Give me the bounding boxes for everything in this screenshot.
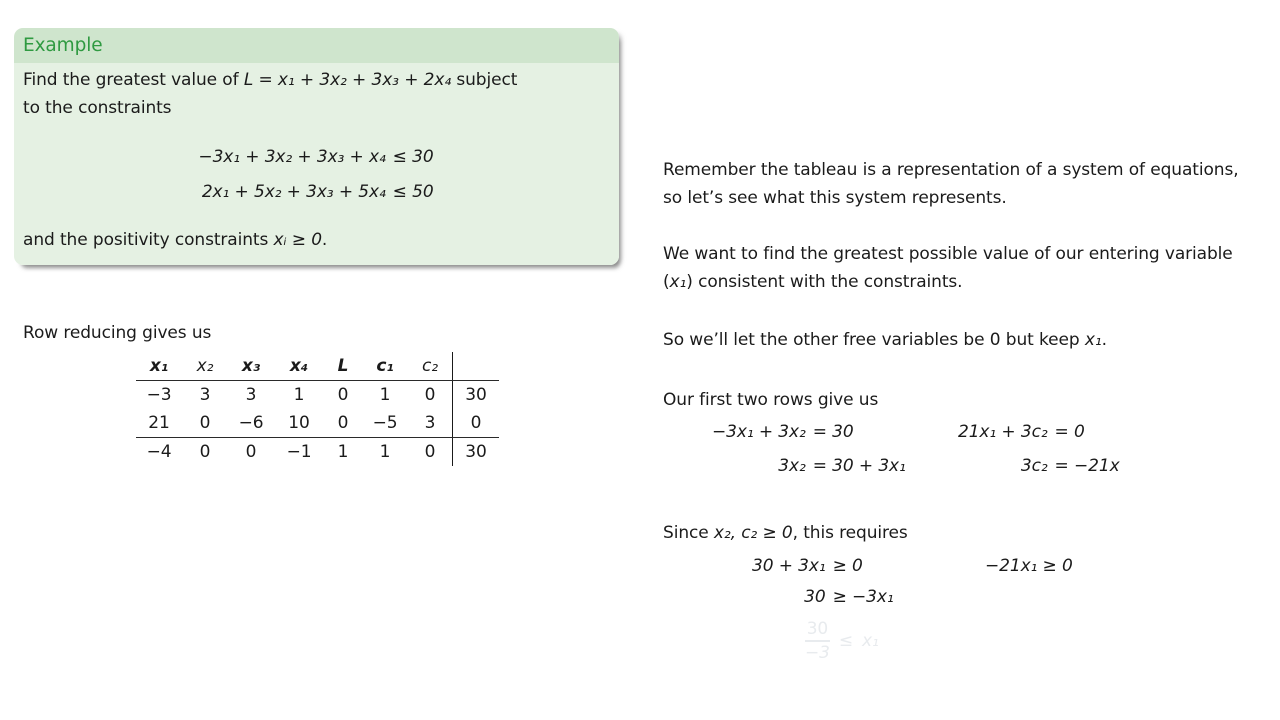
tableau-header-row [136, 352, 499, 381]
cell: −6 [238, 413, 264, 433]
tableau-header-x1: x₁ [149, 356, 169, 376]
constraint-equations [198, 140, 433, 210]
inequality-right: −21x₁ ≥ 0 [985, 556, 1073, 576]
inequality-group-left [752, 551, 894, 613]
text: , this requires [792, 523, 908, 543]
cell: 0 [337, 385, 349, 405]
paragraph-free-variables [663, 326, 1243, 354]
cell: 1 [337, 442, 349, 462]
faint-relation: ≤ [838, 631, 854, 651]
equation-group-row1 [712, 415, 906, 483]
text: So we’ll let the other free variables be 0 but keep [663, 330, 1085, 350]
example-intro-line2: to the constraints [23, 98, 172, 118]
equation-lhs: 21x₁ + 3c₂ [958, 422, 1048, 442]
keep-variable-math: x₁ [1084, 330, 1102, 350]
paragraph-first-two-rows: Our first two rows give us [663, 390, 879, 410]
equation-lhs: 3c₂ [1020, 456, 1048, 476]
cell: 1 [293, 385, 305, 405]
faint-variable: x₁ [862, 631, 879, 651]
cell: 1 [379, 385, 391, 405]
paragraph-tableau-representation: Remember the tableau is a representation of a system of equations, so let’s see what this system represents. [663, 160, 1239, 208]
tableau-row-1 [136, 381, 499, 409]
tableau-header-L: L [337, 356, 349, 376]
cell: −4 [146, 442, 172, 462]
cell: −1 [286, 442, 312, 462]
equation-rhs: = 30 [812, 422, 854, 442]
fraction-bar [805, 640, 830, 642]
row-reduce-label: Row reducing gives us [23, 323, 212, 343]
example-outro-pre: and the positivity constraints [23, 230, 274, 250]
tableau-header-rhs [452, 352, 499, 380]
example-outro-post: . [321, 230, 328, 250]
example-intro-post: subject [451, 70, 518, 90]
equation-rhs: = 30 + 3x₁ [812, 456, 906, 476]
cell: 0 [424, 385, 436, 405]
constraint-2-rhs: ≤ 50 [392, 182, 434, 202]
inequality-rhs: ≥ −3x₁ [832, 587, 894, 607]
equation-lhs: −3x₁ + 3x₂ [712, 422, 806, 442]
tableau-row-2 [136, 409, 499, 437]
paragraph-greatest-value [663, 240, 1243, 296]
faint-fraction-line [805, 619, 879, 663]
cell: 21 [148, 413, 170, 433]
cell: 3 [199, 385, 211, 405]
equation-lhs: 3x₂ [778, 456, 806, 476]
cell: 10 [288, 413, 310, 433]
cell: 0 [199, 442, 211, 462]
inequality-rhs: ≥ 0 [832, 556, 863, 576]
example-block-body [14, 63, 619, 265]
example-outro-line [23, 226, 609, 254]
example-intro-pre: Find the greatest value of [23, 70, 244, 90]
fraction-denominator: −3 [805, 643, 830, 663]
fraction [805, 619, 830, 663]
constraint-1-lhs: −3x₁ + 3x₂ + 3x₃ + x₄ [198, 147, 386, 167]
paragraph-since-requires [663, 519, 1243, 547]
equation-rhs: = 0 [1054, 422, 1085, 442]
fraction-numerator: 30 [806, 619, 829, 639]
text: ) consistent with the constraints. [686, 272, 963, 292]
objective-function-math: L = x₁ + 3x₂ + 3x₃ + 2x₄ [243, 70, 452, 90]
cell: −3 [146, 385, 172, 405]
example-intro-line1 [23, 66, 609, 94]
tableau-objective-row [136, 437, 499, 466]
cell: 0 [337, 413, 349, 433]
tableau-header-x3: x₃ [241, 356, 261, 376]
tableau-header-x4: x₄ [289, 356, 309, 376]
entering-variable-math: x₁ [669, 272, 687, 292]
rhs-cell: 0 [452, 409, 499, 437]
tableau-header-x2: x₂ [196, 356, 214, 376]
example-block [14, 28, 619, 265]
rhs-cell: 30 [452, 438, 499, 466]
cell: 0 [424, 442, 436, 462]
cell: 0 [245, 442, 257, 462]
cell: 3 [245, 385, 257, 405]
inequality-lhs: 30 + 3x₁ [752, 556, 826, 576]
tableau-header-c2: c₂ [422, 356, 438, 376]
inequality-lhs: 30 [804, 587, 826, 607]
constraint-1-rhs: ≤ 30 [392, 147, 434, 167]
positivity-constraint-math: xᵢ ≥ 0 [273, 230, 322, 250]
constraint-2-lhs: 2x₁ + 5x₂ + 3x₃ + 5x₄ [201, 182, 386, 202]
equation-group-row2 [958, 415, 1120, 483]
text: We want to find the greatest possible value of our entering variable ( [663, 244, 1233, 292]
cell: 0 [199, 413, 211, 433]
rhs-cell: 30 [452, 381, 499, 409]
example-block-title: Example [14, 28, 619, 63]
text: . [1101, 330, 1107, 350]
cell: 1 [379, 442, 391, 462]
nonnegativity-math: x₂, c₂ ≥ 0 [713, 523, 793, 543]
simplex-tableau [136, 352, 499, 466]
text: Since [663, 523, 714, 543]
equation-rhs: = −21x [1054, 456, 1120, 476]
tableau-header-c1: c₁ [376, 356, 394, 376]
cell: 3 [424, 413, 436, 433]
cell: −5 [372, 413, 398, 433]
